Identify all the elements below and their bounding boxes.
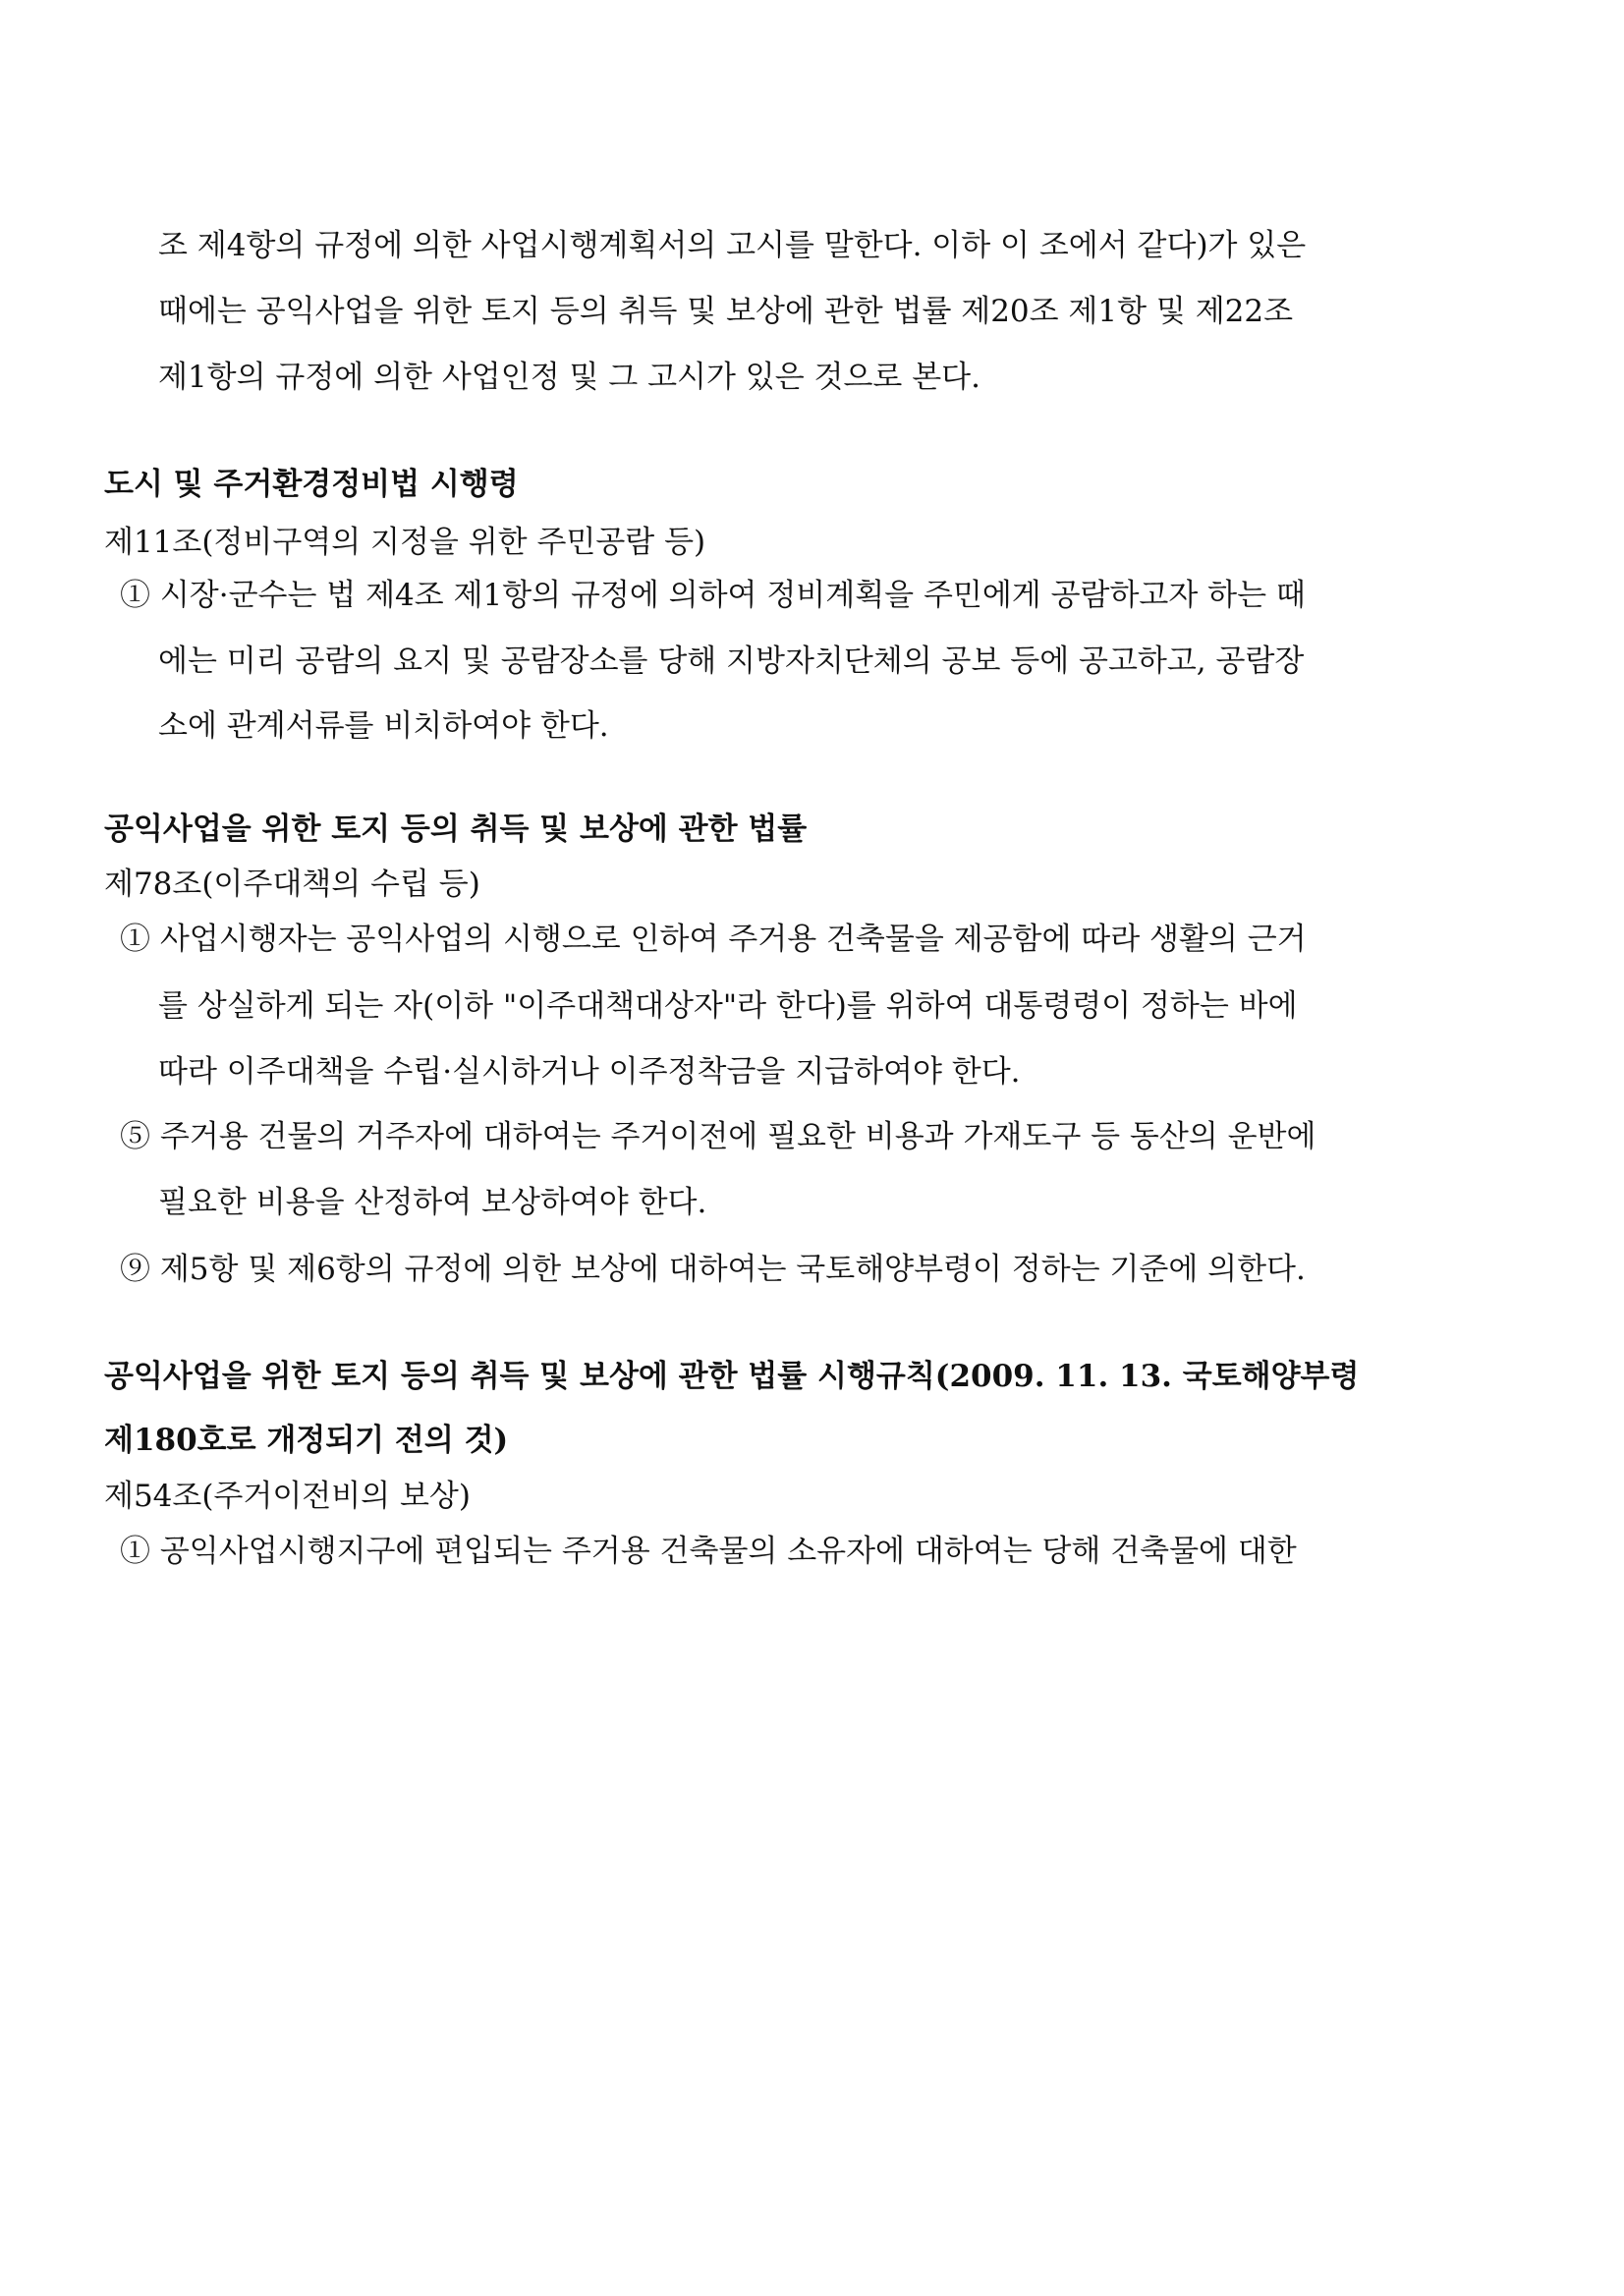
section2-para5-line-2: 필요한 비용을 산정하여 보상하여야 한다.: [158, 1185, 707, 1220]
section2-para1-line-1: ① 사업시행자는 공익사업의 시행으로 인하여 주거용 건축물을 제공함에 따라 생활의 근거: [120, 922, 1307, 957]
section2-article: 제78조(이주대책의 수립 등): [104, 867, 480, 902]
section3-para1-line-1: ① 공익사업시행지구에 편입되는 주거용 건축물의 소유자에 대하여는 당해 건축물에 대한: [120, 1534, 1297, 1569]
intro-line-2: 때에는 공익사업을 위한 토지 등의 취득 및 보상에 관한 법률 제20조 제1항 및 제22조: [158, 294, 1294, 329]
section1-article: 제11조(정비구역의 지정을 위한 주민공람 등): [104, 525, 706, 560]
section2-para5-line-1: ⑤ 주거용 건물의 거주자에 대하여는 주거이전에 필요한 비용과 가재도구 등 동산의 운반에: [120, 1119, 1316, 1154]
section3-title-line-2: 제180호로 개정되기 전의 것): [104, 1423, 509, 1458]
section2-title: 공익사업을 위한 토지 등의 취득 및 보상에 관한 법률: [104, 812, 808, 847]
section2-para1-line-3: 따라 이주대책을 수립·실시하거나 이주정착금을 지급하여야 한다.: [158, 1054, 1021, 1090]
section3-article: 제54조(주거이전비의 보상): [104, 1479, 471, 1514]
section1-title: 도시 및 주거환경정비법 시행령: [104, 467, 519, 502]
section3-title-line-1: 공익사업을 위한 토지 등의 취득 및 보상에 관한 법률 시행규칙(2009. 11. 13. 국토해양부령: [104, 1359, 1360, 1394]
section2-para9-line-1: ⑨ 제5항 및 제6항의 규정에 의한 보상에 대하여는 국토해양부령이 정하는 기준에 의한다.: [120, 1252, 1306, 1287]
section1-para1-line-2: 에는 미리 공람의 요지 및 공람장소를 당해 지방자치단체의 공보 등에 공고하고, 공람장: [158, 644, 1305, 679]
intro-line-1: 조 제4항의 규정에 의한 사업시행계획서의 고시를 말한다. 이하 이 조에서 같다)가 있은: [158, 228, 1307, 263]
section1-para1-line-3: 소에 관계서류를 비치하여야 한다.: [158, 708, 609, 744]
section2-para1-line-2: 를 상실하게 되는 자(이하 "이주대책대상자"라 한다)를 위하여 대통령령이 정하는 바에: [158, 988, 1298, 1024]
section1-para1-line-1: ① 시장·군수는 법 제4조 제1항의 규정에 의하여 정비계획을 주민에게 공람하고자 하는 때: [120, 578, 1306, 613]
intro-line-3: 제1항의 규정에 의한 사업인정 및 그 고시가 있은 것으로 본다.: [158, 360, 980, 395]
